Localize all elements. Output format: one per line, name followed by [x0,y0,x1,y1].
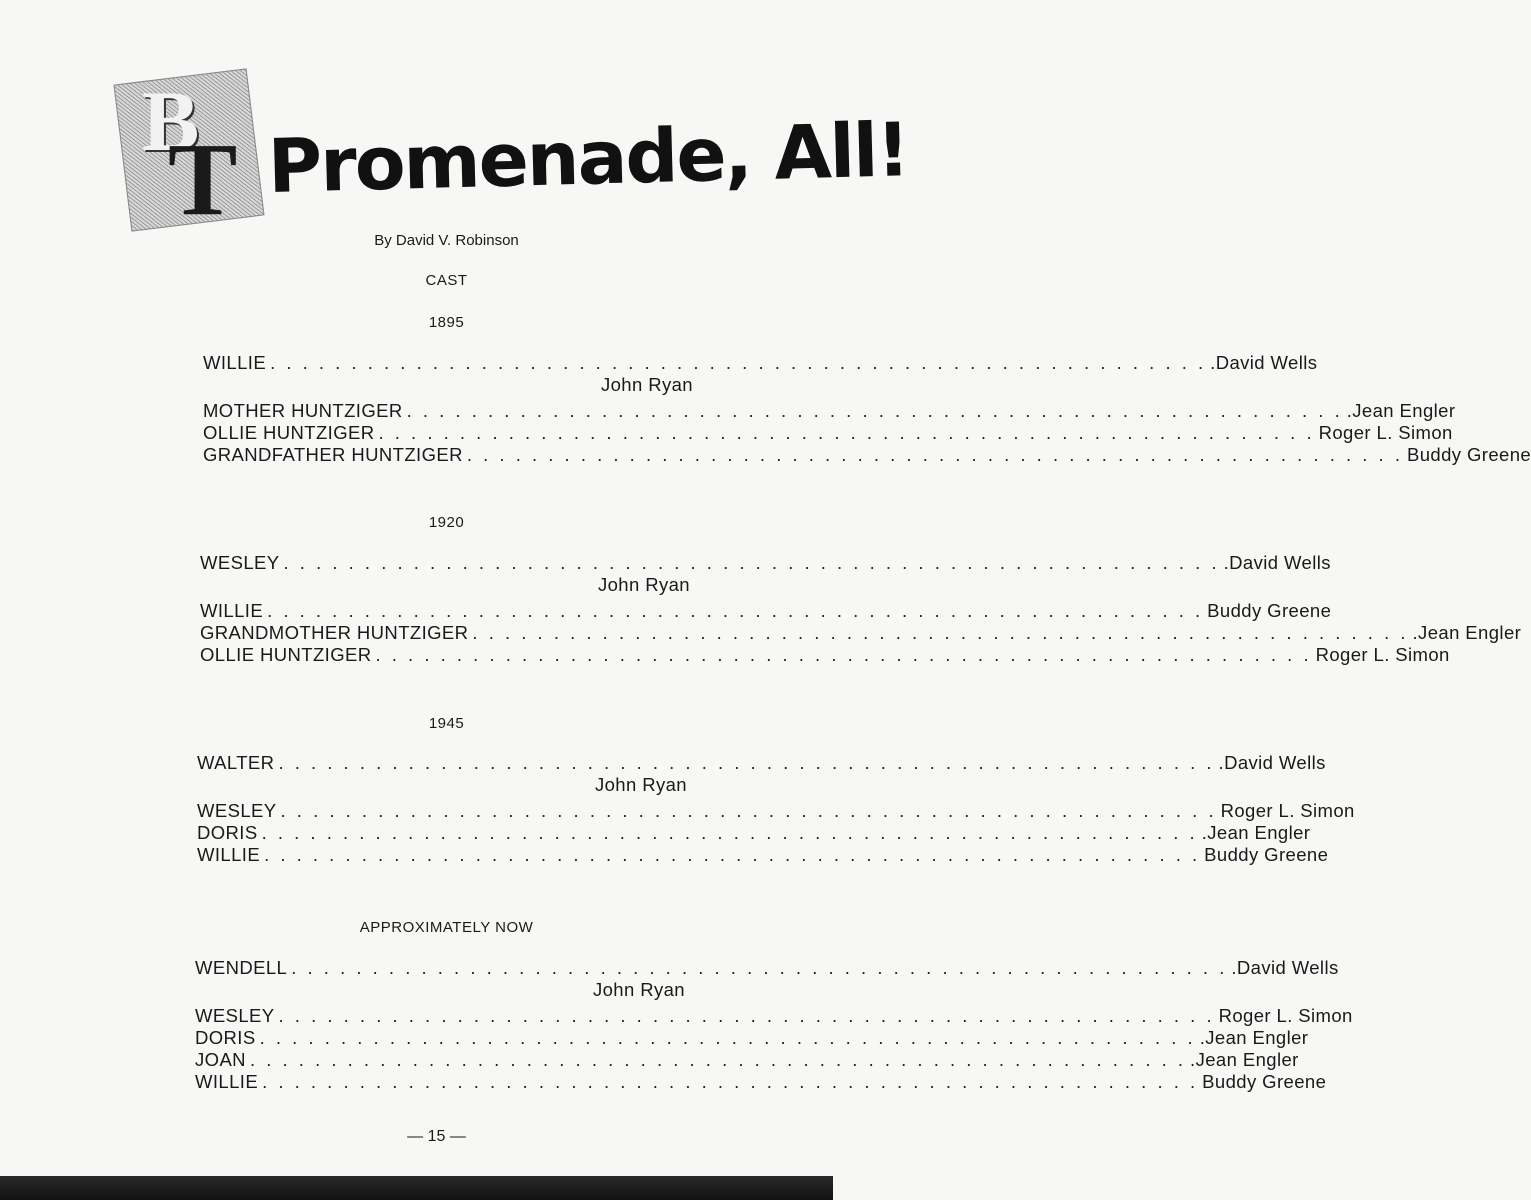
role-name: WALTER [197,752,275,773]
byline: By David V. Robinson [374,232,519,249]
cast-section-1945 [197,752,1355,866]
actor-name: Roger L. Simon [1220,800,1355,821]
cast-row [203,400,1456,422]
bt-logo [122,68,267,237]
leader-dots [264,844,1200,866]
leader-dots [379,422,1315,444]
actor-name: .David Wells [1218,752,1326,773]
actor-name: Buddy Greene [1202,1071,1327,1092]
cast-row [200,600,1332,622]
alternate-actor: John Ryan [597,574,690,595]
actor-name: Buddy Greene [1406,444,1531,465]
actor-name: Roger L. Simon [1318,422,1453,443]
cast-section-1920 [200,552,1522,666]
actor-name: .David Wells [1223,552,1331,573]
role-name: JOAN [195,1049,246,1070]
actor-name: .David Wells [1231,957,1339,978]
role-name: WENDELL [195,957,288,978]
actor-name: Roger L. Simon [1315,644,1450,665]
actor-name: Roger L. Simon [1218,1005,1353,1026]
role-name: GRANDFATHER HUNTZIGER [203,444,463,465]
leader-dots [250,1049,1186,1071]
scan-bottom-edge [0,1176,833,1200]
section-heading-1945: 1945 [428,715,465,732]
leader-dots [267,600,1203,622]
actor-name: Buddy Greene [1204,844,1329,865]
actor-name: .Jean Engler [1346,400,1456,421]
cast-heading: CAST [425,272,468,289]
role-name: GRANDMOTHER HUNTZIGER [200,622,469,643]
section-heading-1920: 1920 [428,514,465,531]
cast-row [197,844,1329,866]
cast-row [203,444,1531,466]
leader-dots [284,552,1220,574]
actor-name: .Jean Engler [1190,1049,1299,1070]
section-heading-1895: 1895 [428,314,465,331]
role-name: OLLIE HUNTZIGER [200,644,372,665]
cast-row [195,1071,1327,1093]
cast-row [203,422,1453,444]
role-name: OLLIE HUNTZIGER [203,422,375,443]
leader-dots [279,1005,1215,1027]
leader-dots [262,1071,1198,1093]
play-title: Promenade, All! [266,107,910,210]
cast-row [195,1005,1353,1027]
leader-dots [291,957,1227,979]
cast-row [197,752,1326,774]
alternate-actor: John Ryan [594,774,687,795]
cast-section-1895 [203,352,1531,466]
alternate-actor: John Ryan [600,374,693,395]
role-name: WILLIE [197,844,261,865]
leader-dots [407,400,1343,422]
leader-dots [467,444,1403,466]
role-name: WILLIE [195,1071,259,1092]
actor-name: .Jean Engler [1201,822,1311,843]
leader-dots [270,352,1206,374]
leader-dots [278,752,1214,774]
leader-dots [262,822,1198,844]
role-name: WESLEY [200,552,280,573]
role-name: WILLIE [203,352,267,373]
alternate-actor: John Ryan [592,979,685,1000]
cast-row [200,644,1450,666]
logo-letter-t: T [168,122,238,237]
section-heading-approximately-now: APPROXIMATELY NOW [359,919,534,936]
logo-letter-b: B [142,73,200,169]
role-name: DORIS [195,1027,256,1048]
leader-dots [376,644,1312,666]
leader-dots [281,800,1217,822]
role-name: WESLEY [197,800,277,821]
cast-section-approximately-now [195,957,1353,1093]
cast-row [203,352,1318,374]
actor-name: .Jean Engler [1412,622,1522,643]
leader-dots [260,1027,1196,1049]
cast-row [195,957,1339,979]
actor-name: .David Wells [1210,352,1318,373]
cast-row [197,800,1355,822]
cast-row [197,822,1311,844]
page-number: — 15 — [407,1128,466,1145]
actor-name: Buddy Greene [1207,600,1332,621]
role-name: DORIS [197,822,258,843]
actor-name: .Jean Engler [1199,1027,1309,1048]
leader-dots [472,622,1408,644]
cast-row [195,1049,1299,1071]
cast-row [200,552,1331,574]
cast-row [195,1027,1309,1049]
role-name: WESLEY [195,1005,275,1026]
cast-row [200,622,1522,644]
role-name: WILLIE [200,600,264,621]
role-name: MOTHER HUNTZIGER [203,400,403,421]
